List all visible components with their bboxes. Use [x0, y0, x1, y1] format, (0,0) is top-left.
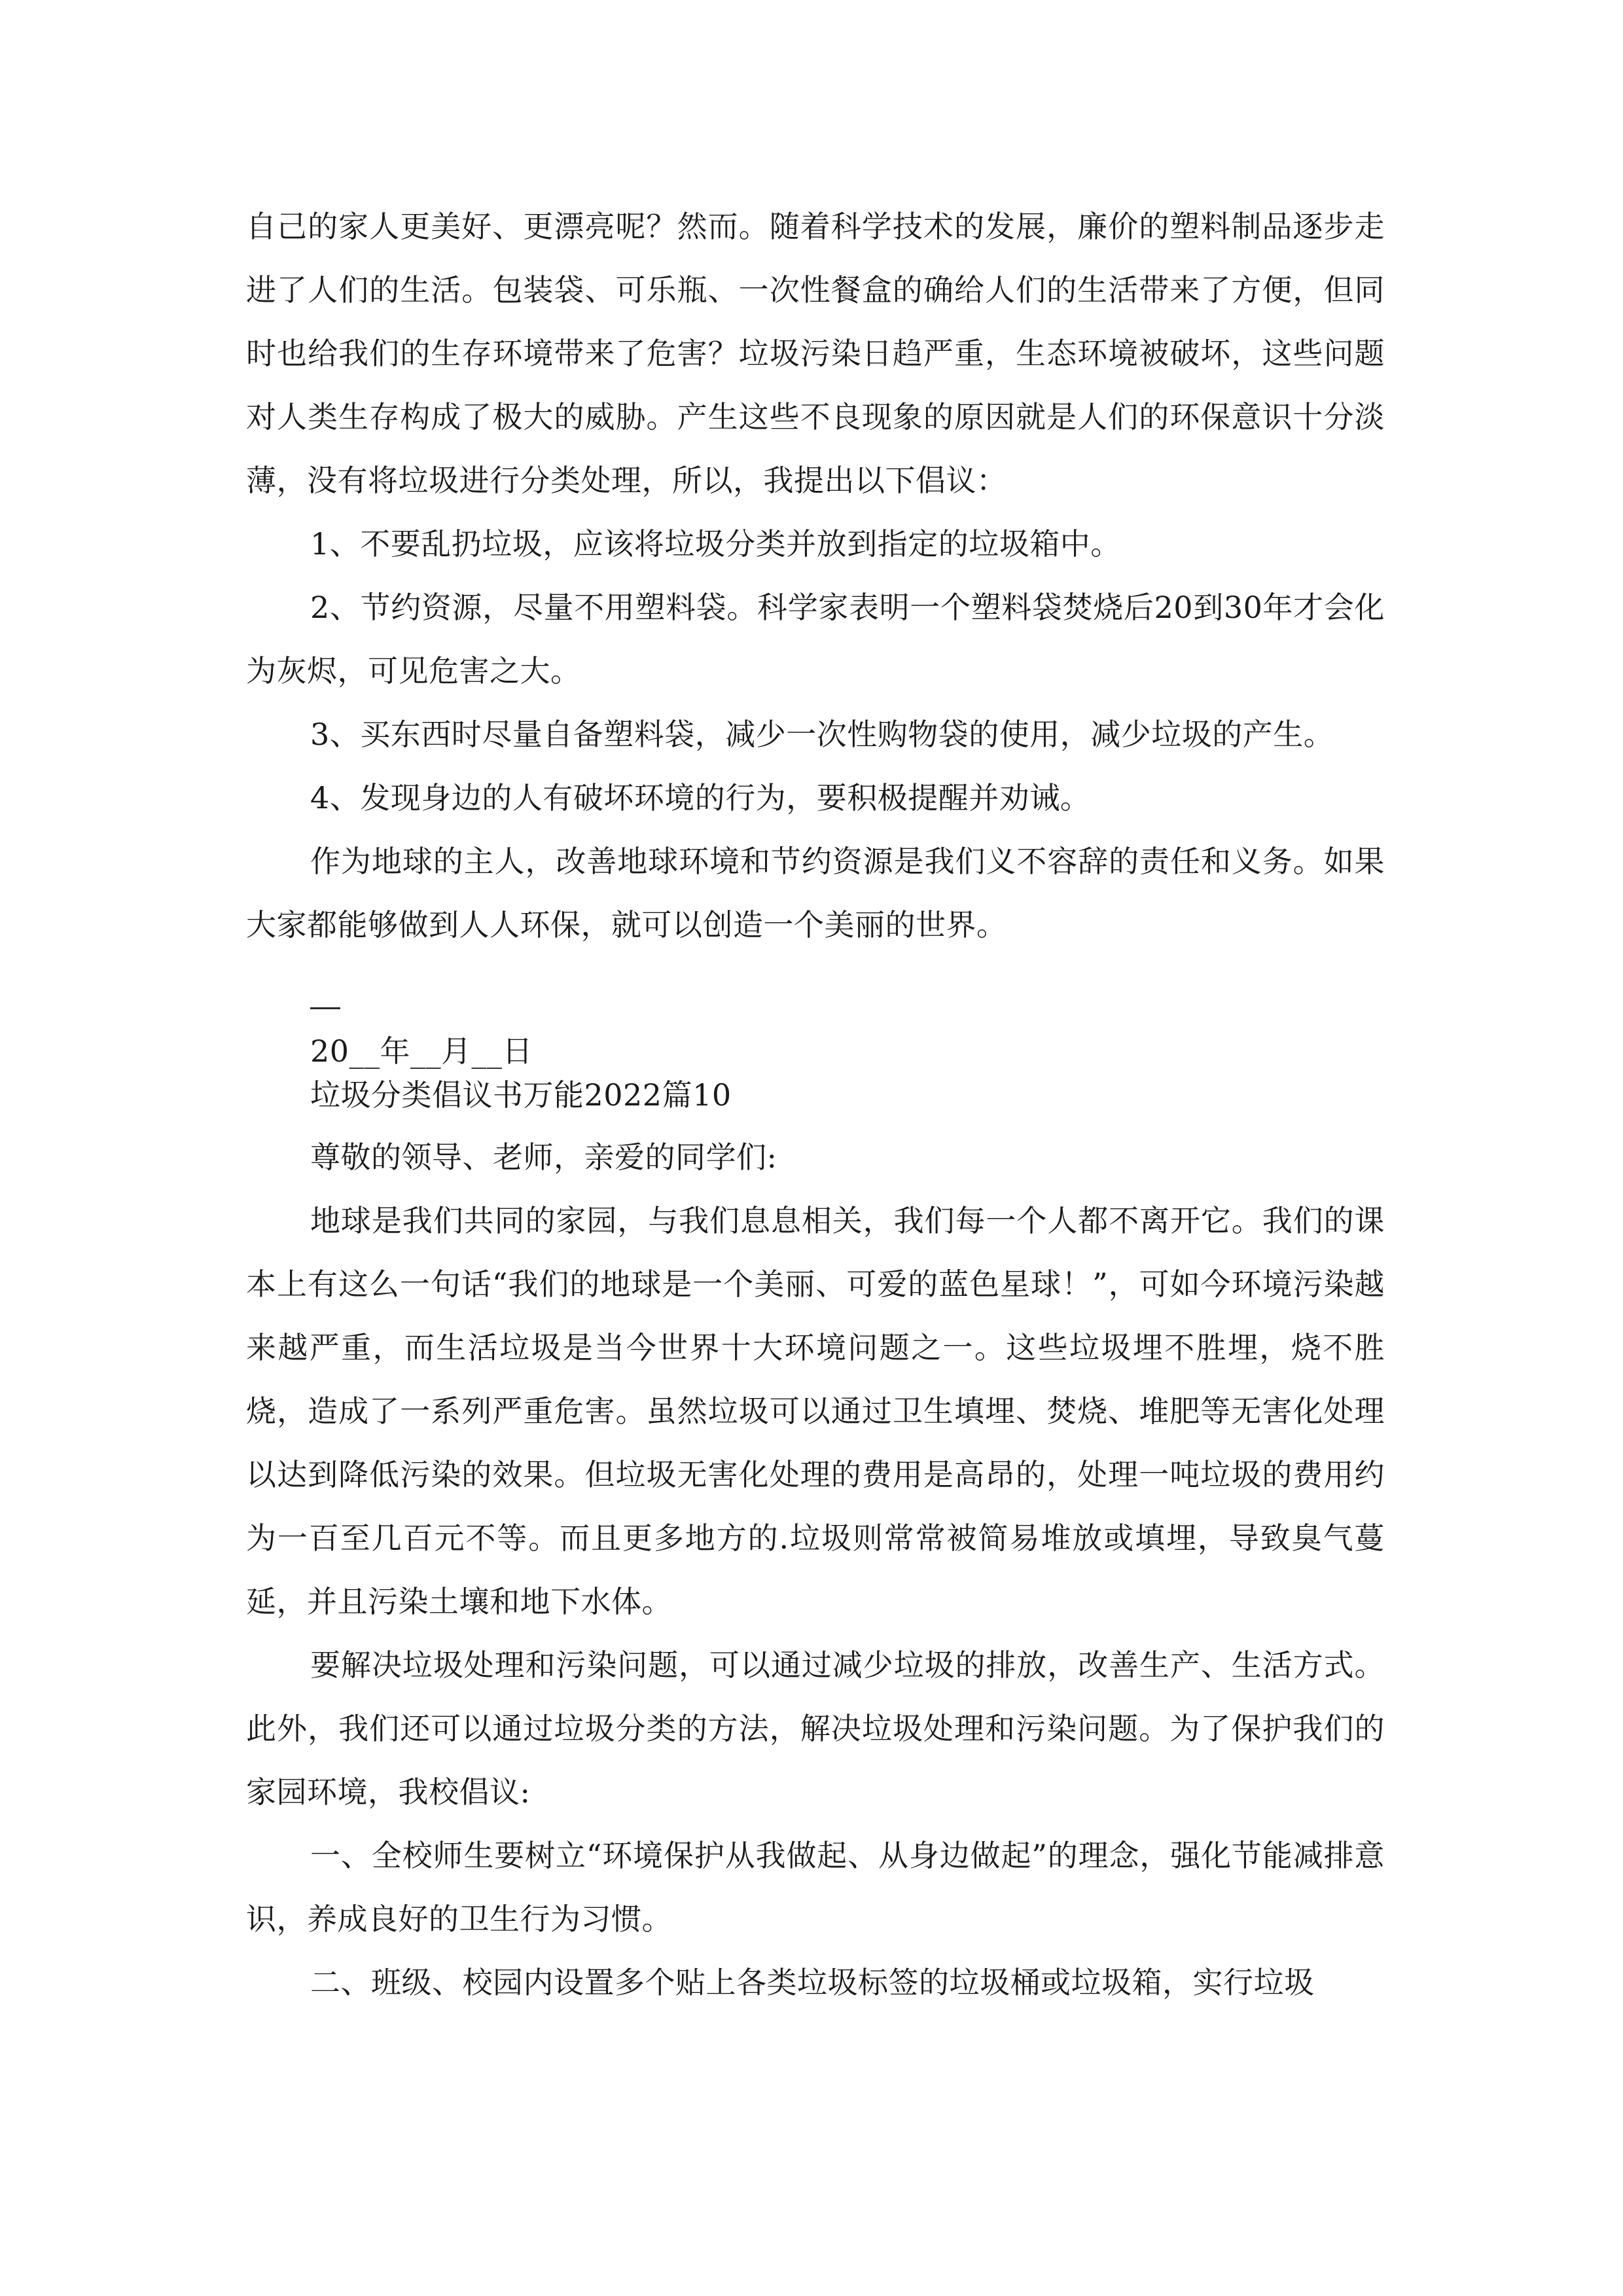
paragraph-solution: 要解决垃圾处理和污染问题，可以通过减少垃圾的排放，改善生产、生活方式。此外，我们还可以通过垃圾分类的方法，解决垃圾处理和污染问题。为了保护我们的家园环境，我校倡议:	[246, 1647, 1385, 1810]
salutation: 尊敬的领导、老师，亲爱的同学们:	[310, 1139, 777, 1175]
proposal-item-2: 2、节约资源，尽量不用塑料袋。科学家表明一个塑料袋焚烧后20到30年才会化为灰烬，可见危害之大。	[246, 590, 1385, 689]
proposal-item-3: 3、买东西时尽量自备塑料袋，减少一次性购物袋的使用，减少垃圾的产生。	[310, 717, 1334, 752]
section-title: 垃圾分类倡议书万能2022篇10	[310, 1077, 732, 1113]
paragraph-earth: 地球是我们共同的家园，与我们息息相关，我们每一个人都不离开它。我们的课本上有这么一句话“我们的地球是一个美丽、可爱的蓝色星球！”，可如今环境污染越来越严重，而生活垃圾是当今世界十大环境问题之一。这些垃圾埋不胜埋，烧不胜烧，造成了一系列严重危害。虽然垃圾可以通过卫生填埋、焚烧、堆肥等无害化处理以达到降低污染的效果。但垃圾无害化处理的费用是高昂的，处理一吨垃圾的费用约为一百至几百元不等。而且更多地方的.垃圾则常常被简易堆放或填埋，导致臭气蔓延，并且污染土壤和地下水体。	[246, 1203, 1385, 1619]
initiative-item-2: 二、班级、校园内设置多个贴上各类垃圾标签的垃圾桶或垃圾箱，实行垃圾	[310, 1965, 1315, 2000]
lower-text-block	[246, 1126, 1385, 2015]
initiative-item-1: 一、全校师生要树立“环境保护从我做起、从身边做起”的理念，强化节能减排意识，养成良好的卫生行为习惯。	[246, 1838, 1385, 1937]
upper-text-block	[246, 195, 1385, 957]
proposal-item-1: 1、不要乱扔垃圾，应该将垃圾分类并放到指定的垃圾箱中。	[310, 526, 1121, 562]
signature-dash-line	[310, 1007, 340, 1009]
proposal-item-4: 4、发现身边的人有破坏环境的行为，要积极提醒并劝诫。	[310, 780, 1091, 816]
date-line: 20__年__月__日	[310, 1033, 533, 1069]
paragraph-closing: 作为地球的主人，改善地球环境和节约资源是我们义不容辞的责任和义务。如果大家都能够做到人人环保，就可以创造一个美丽的世界。	[246, 844, 1385, 942]
paragraph-intro: 自己的家人更美好、更漂亮呢？然而。随着科学技术的发展，廉价的塑料制品逐步走进了人们的生活。包装袋、可乐瓶、一次性餐盒的确给人们的生活带来了方便，但同时也给我们的生存环境带来了危害？垃圾污染日趋严重，生态环境被破坏，这些问题对人类生存构成了极大的威胁。产生这些不良现象的原因就是人们的环保意识十分淡薄，没有将垃圾进行分类处理，所以，我提出以下倡议：	[246, 209, 1385, 498]
